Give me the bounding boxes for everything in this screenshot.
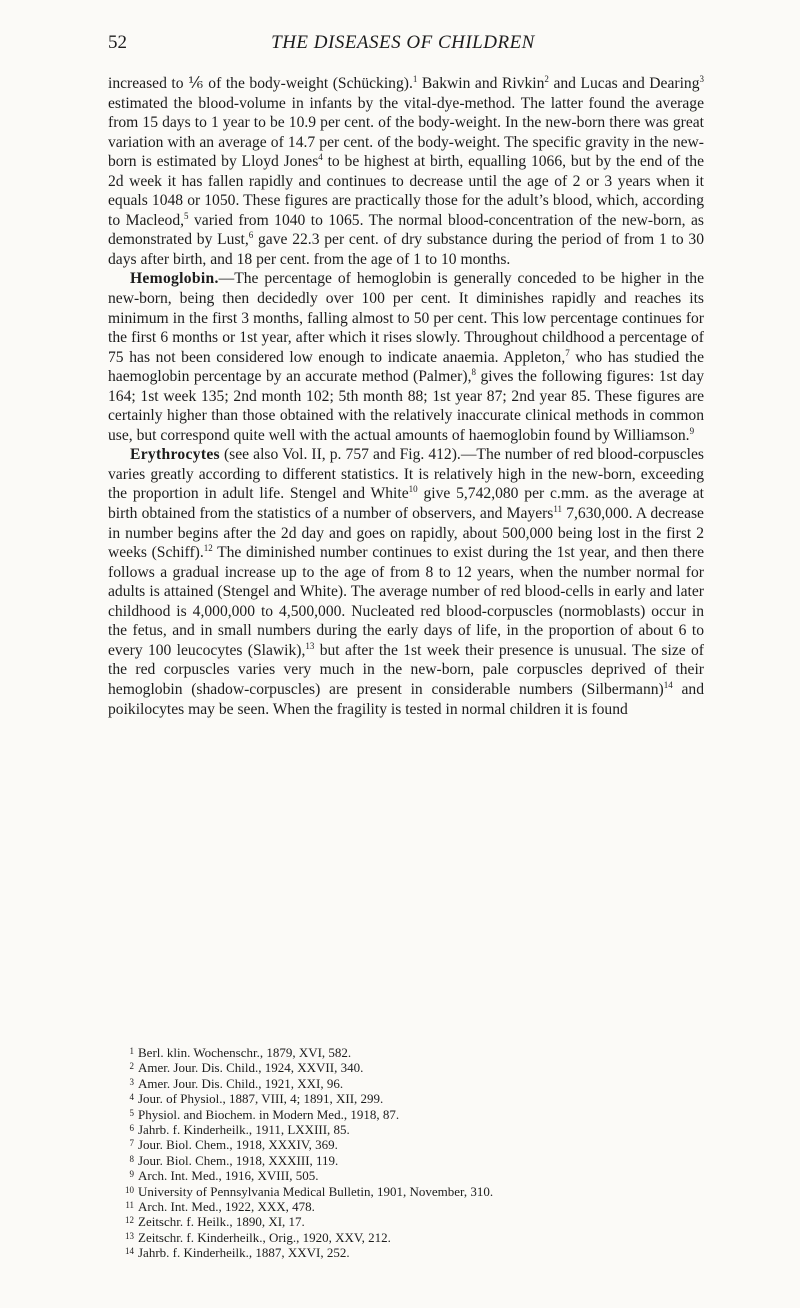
footnote	[108, 1153, 708, 1168]
footnote-text: Amer. Jour. Dis. Child., 1921, XXI, 96.	[138, 1075, 344, 1091]
footnote-text: Jahrb. f. Kinderheilk., 1887, XXVI, 252.	[138, 1245, 350, 1261]
text-run: to be highest at birth, equalling 1066, but by the end of the 2d week it has fallen rapidly and continues to decrease until the age of 2 or 3 years when it equals 1048 or 1050. These figures are practically those for the adult’s blood, which, according to Macleod,	[108, 153, 705, 229]
footnote	[108, 1076, 708, 1091]
footnote	[108, 1107, 708, 1122]
footnote-ref: 13	[305, 640, 315, 651]
text-run: and Lucas and Dearing	[548, 75, 700, 92]
footnote-ref: 8	[471, 367, 476, 378]
text-run: give 5,742,080 per c.mm. as the average at birth obtained from the statistics of a number of observers, and Mayers	[108, 485, 704, 523]
footnotes	[108, 1045, 708, 1261]
text-run: who has studied the haemoglobin percentage by an accurate method (Palmer),	[108, 348, 704, 386]
footnote-number: 8	[129, 1153, 134, 1164]
footnote-number: 10	[125, 1184, 134, 1195]
text-run: —The percentage of hemoglobin is generally conceded to be higher in the new-born, being then decidedly over 100 per cent. It diminishes rapidly and reaches its minimum in the first 3 months, falling almost to 50 per cent. This low percentage continues for the first 6 months or 1st year, after which it rises slowly. Throughout childhood a percentage of 75 has not been considered low enough to indicate anaemia. Appleton,	[108, 270, 704, 366]
text-run: increased to ⅙ of the body-weight (Schücking).	[108, 75, 413, 92]
footnote-number: 6	[129, 1123, 134, 1134]
footnote-number: 4	[129, 1092, 134, 1103]
footnote	[108, 1168, 708, 1183]
footnote-text: Zeitschr. f. Kinderheilk., Orig., 1920, XXV, 212.	[138, 1229, 391, 1245]
footnote-number: 14	[125, 1246, 134, 1257]
footnote	[108, 1091, 708, 1106]
footnote	[108, 1245, 708, 1260]
text-run: The diminished number continues to exist during the 1st year, and then there follows a gradual increase up to the age of from 8 to 12 years, when the number normal for adults is attained (Stengel and White). The average number of red blood-cells in early and later childhood is 4,000,000 to 4,500,000. Nucleated red blood-corpuscles (normoblasts) occur in the fetus, and in small numbers during the early days of life, in the proportion of about 6 to every 100 leucocytes (Slawik),	[108, 544, 704, 659]
footnote-ref: 1	[412, 74, 418, 84]
paragraph-blood-volume	[108, 74, 704, 269]
footnote	[108, 1122, 708, 1137]
footnote	[108, 1045, 708, 1060]
footnote	[108, 1230, 708, 1245]
text-run: gave 22.3 per cent. of dry substance during the period of from 1 to 30 days after birth, and 18 per cent. from the age of 1 to 10 months.	[108, 231, 704, 268]
text-run: estimated the blood-volume in infants by the vital-dye-method. The latter found the average from 15 days to 1 year to be 10.9 per cent. of the body-weight. In the new-born there was great variation with an average of 14.7 per cent. of the body-weight. The specific gravity in the new-born is estimated by Lloyd Jones	[108, 94, 704, 171]
footnote-ref: 4	[318, 152, 323, 163]
running-title: THE DISEASES OF CHILDREN	[271, 32, 535, 53]
footnote-ref: 5	[184, 210, 189, 221]
text-run: Bakwin and Rivkin	[417, 75, 545, 92]
footnote-ref: 2	[544, 74, 549, 84]
footnote-ref: 7	[565, 347, 570, 358]
text-run: (see also Vol. II, p. 757 and Fig. 412).—The number of red blood-corpuscles varies greatly according to different statistics. It is relatively high in the new-born, exceeding the proportion in adult life. Stengel and White	[108, 446, 704, 503]
footnote	[108, 1214, 708, 1229]
footnote-number: 11	[125, 1200, 134, 1211]
footnote-text: Jahrb. f. Kinderheilk., 1911, LXXIII, 85.	[138, 1122, 350, 1138]
footnote-number: 12	[125, 1215, 134, 1226]
footnote-text: Arch. Int. Med., 1922, XXX, 478.	[138, 1199, 315, 1215]
footnote-ref: 9	[689, 425, 695, 436]
footnote	[108, 1137, 708, 1152]
footnote-text: Zeitschr. f. Heilk., 1890, XI, 17.	[138, 1214, 305, 1230]
footnote	[108, 1184, 708, 1199]
footnote-ref: 3	[699, 74, 704, 84]
text-run: but after the 1st week their presence is unusual. The size of the red corpuscles varies very much in the new-born, pale corpuscles deprived of their hemoglobin (shadow-corpuscles) are present in considerable numbers (Silbermann)	[108, 641, 704, 698]
text-run: varied from 1040 to 1065. The normal blood-concentration of the new-born, as demonstrated by Lust,	[108, 211, 704, 249]
page-header	[108, 32, 698, 62]
footnote-text: Jour. Biol. Chem., 1918, XXXIII, 119.	[138, 1152, 339, 1168]
text-run: gives the following figures: 1st day 164; 1st week 135; 2nd month 102; 5th month 88; 1st year 87; 2nd year 85. These figures are certainly higher than those obtained with the relatively inaccurate clinical methods in common use, but correspond quite well with the actual amounts of haemoglobin found by Williamson.	[108, 368, 704, 444]
footnote-text: University of Pennsylvania Medical Bulletin, 1901, November, 310.	[138, 1183, 494, 1199]
footnote-number: 5	[129, 1107, 134, 1118]
footnote-ref: 10	[408, 484, 418, 495]
section-heading-hemoglobin: Hemoglobin.	[130, 270, 219, 288]
footnote	[108, 1199, 708, 1214]
page-number: 52	[108, 32, 127, 53]
footnote	[108, 1060, 708, 1075]
footnote-ref: 12	[203, 543, 213, 554]
footnote-text: Amer. Jour. Dis. Child., 1924, XXVII, 340.	[138, 1060, 364, 1076]
footnote-number: 7	[129, 1138, 134, 1149]
footnote-text: Berl. klin. Wochenschr., 1879, XVI, 582.	[138, 1045, 352, 1060]
footnote-number: 13	[125, 1230, 134, 1241]
footnote-text: Jour. Biol. Chem., 1918, XXXIV, 369.	[138, 1137, 338, 1153]
footnote-number: 1	[129, 1046, 134, 1056]
footnote-number: 9	[129, 1169, 134, 1180]
section-heading-erythrocytes: Erythrocytes	[130, 446, 220, 464]
footnote-text: Physiol. and Biochem. in Modern Med., 1918, 87.	[138, 1106, 400, 1122]
text-run: and poikilocytes may be seen. When the fragility is tested in normal children it is found	[108, 680, 704, 718]
footnote-number: 2	[129, 1061, 134, 1072]
footnote-text: Jour. of Physiol., 1887, VIII, 4; 1891, XII, 299.	[138, 1091, 384, 1107]
paragraph-erythrocytes	[108, 445, 704, 719]
footnote-text: Arch. Int. Med., 1916, XVIII, 505.	[138, 1168, 319, 1184]
footnote-ref: 6	[248, 230, 254, 241]
footnote-number: 3	[129, 1076, 134, 1087]
text-run: 7,630,000. A decrease in number begins after the 2d day and goes on rapidly, about 500,000 being lost in the first 2 weeks (Schiff).	[108, 505, 704, 562]
footnote-ref: 11	[553, 504, 563, 515]
footnote-ref: 14	[663, 679, 673, 690]
paragraph-hemoglobin	[108, 269, 704, 445]
body-text	[108, 74, 704, 719]
